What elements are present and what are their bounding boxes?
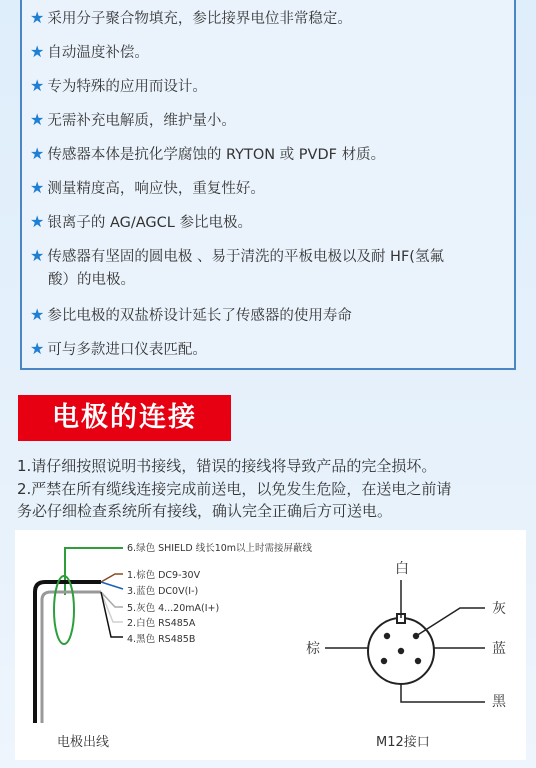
connector-caption: M12接口 [376,735,430,750]
pin-brown [381,658,387,664]
wiring-caption: 电极出线 [57,735,110,750]
wire-label: 2.白色 RS485A [127,618,196,629]
wire-label: 5.灰色 4...20mA(I+) [127,603,220,614]
blue-wire [101,582,123,589]
feature-item: ★ 自动温度补偿。 [30,42,149,61]
connector-label-gray: 灰 [492,601,506,617]
pin-blue [415,658,421,664]
star-icon: ★ [30,305,45,324]
cable-sheath-gray [42,592,101,723]
shield-label: 6.绿色 SHIELD 线长10m以上时需接屏蔽线 [127,543,313,554]
pin-white [384,633,390,639]
wiring-diagram [15,530,526,760]
connector-label-blue: 蓝 [492,641,506,657]
feature-item: ★ 专为特殊的应用而设计。 [30,76,207,95]
lead-gray [416,608,485,636]
pin-center [398,648,404,654]
feature-item: ★ 传感器有坚固的圆电极 、易于清洗的平板电极以及耐 HF(氢氟 [30,246,444,265]
star-icon: ★ [30,76,45,95]
star-icon: ★ [30,339,45,358]
star-icon: ★ [30,42,45,61]
wire-label: 1.棕色 DC9-30V [127,570,201,581]
feature-item: ★ 可与多款进口仪表匹配。 [30,339,207,358]
note-line: 1.请仔细按照说明书接线，错误的接线将导致产品的完全损坏。 [17,457,437,475]
star-icon: ★ [30,178,45,197]
star-icon: ★ [30,8,45,27]
section-title: 电极的连接 [18,395,231,441]
star-icon: ★ [30,110,45,129]
note-line: 务必仔细检查系统所有接线，确认完全正确后方可送电。 [17,502,393,520]
feature-item: ★ 无需补充电解质，维护量小。 [30,110,236,129]
feature-item: ★ 参比电极的双盐桥设计延长了传感器的使用寿命 [30,305,352,324]
connector-label-black: 黑 [492,694,506,710]
features-box [20,0,516,370]
note-line: 2.严禁在所有缆线连接完成前送电，以免发生危险，在送电之前请 [17,480,452,498]
brown-wire [101,574,123,582]
feature-item-continued: 酸）的电极。 [48,272,135,288]
connector-label-brown: 棕 [306,641,320,657]
feature-item: ★ 传感器本体是抗化学腐蚀的 RYTON 或 PVDF 材质。 [30,144,386,163]
green-shield-wire [65,548,123,595]
feature-item: ★ 采用分子聚合物填充，参比接界电位非常稳定。 [30,8,352,27]
feature-item: ★ 银离子的 AG/AGCL 参比电极。 [30,212,252,231]
lead-black [401,684,485,702]
feature-item: ★ 测量精度高，响应快，重复性好。 [30,178,265,197]
cable-sheath-black [35,582,101,723]
star-icon: ★ [30,246,45,265]
connector-label-white: 白 [395,561,409,577]
star-icon: ★ [30,144,45,163]
star-icon: ★ [30,212,45,231]
wiring-diagram-panel [15,530,526,760]
wire-label: 3.蓝色 DC0V(I-) [127,586,199,597]
wire-label: 4.黑色 RS485B [127,634,196,645]
